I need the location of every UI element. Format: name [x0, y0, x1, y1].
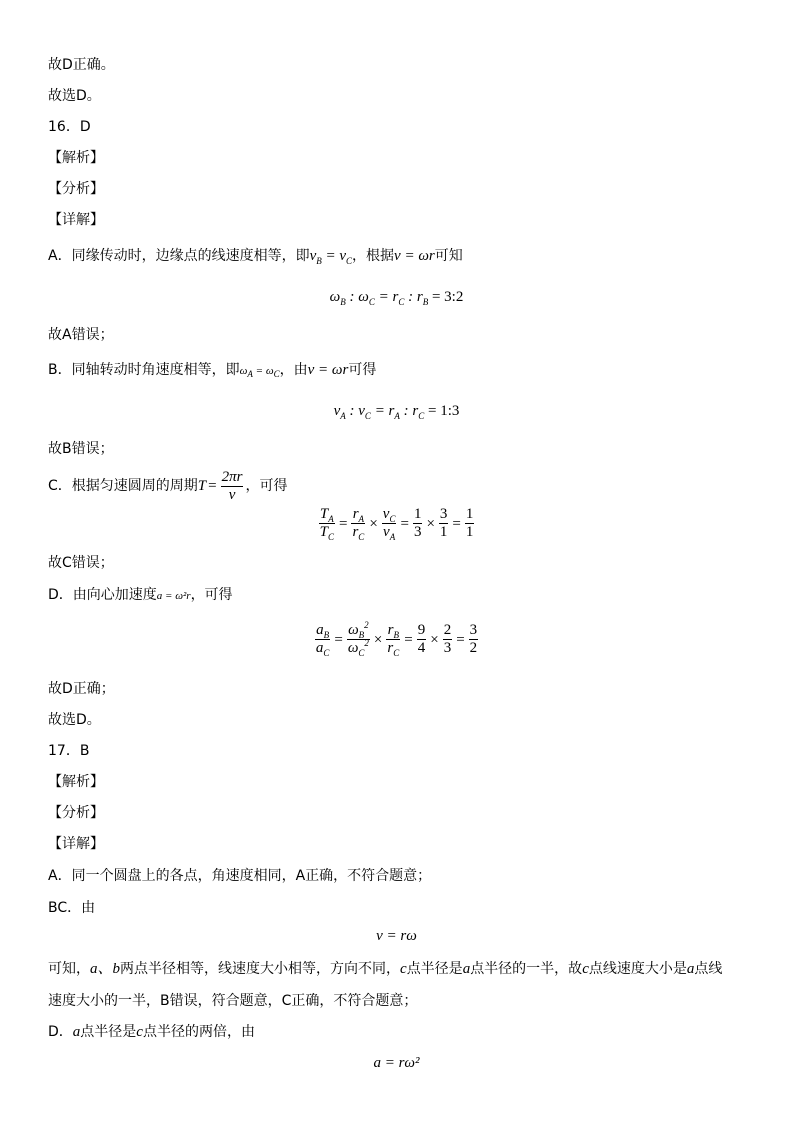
option-bc-17: BC．由 [48, 900, 96, 916]
equation-accel-ratio: $\frac{a_B}{a_C}$ = $\frac{\omega_B^2}{\omega_C^2}$ × $\frac{r_B}{r_C}$ = $\frac{9}{4}$ × $\frac{2}{3}$ = $\frac{3}{2}$ [315, 620, 478, 658]
section-jiexi-17: 【解析】 [48, 774, 104, 790]
line-select-d-16: 故选D。 [48, 712, 101, 728]
option-d-16: D．由向心加速度a = ω²r，可得 [48, 587, 233, 603]
line-d-correct: 故D正确。 [48, 57, 115, 73]
option-d-17: D．a点半径是c点半径的两倍，由 [48, 1024, 255, 1040]
section-fenxi-17: 【分析】 [48, 805, 104, 821]
equation-v-ratio: $v_A$ : $v_C = r_A$ : $r_C$ = 1:3 [333, 403, 460, 421]
option-b-16: B．同轴转动时角速度相等，即$\omega_A = \omega_C$，由v = ωr可得 [48, 362, 377, 380]
equation-period-ratio: $\frac{T_A}{T_C}$ = $\frac{r_A}{r_C}$ × $\frac{v_C}{v_A}$ = $\frac{1}{3}$ × $\frac{3}{1}$ = $\frac{1}{1}$ [319, 506, 474, 542]
equation-omega-ratio: $\omega_B$ : $\omega_C = r_C$ : $r_B$ = 3:2 [329, 289, 464, 307]
line-b-wrong: 故B错误； [48, 441, 114, 457]
question-16-answer: 16．D [48, 119, 91, 135]
line-c-wrong: 故C错误； [48, 555, 114, 571]
line-d-right: 故D正确； [48, 681, 115, 697]
option-c-16: C．根据匀速圆周的周期T = $\frac{2\pi r}{v}$ ，可得 [48, 468, 288, 503]
question-17-answer: 17．B [48, 743, 90, 759]
option-a-17: A．同一个圆盘上的各点，角速度相同，A正确，不符合题意； [48, 868, 432, 884]
line-select-d: 故选D。 [48, 88, 101, 104]
equation-v-r-omega: v = rω [376, 928, 417, 944]
period-fraction: $\frac{2\pi r}{v}$ [221, 468, 243, 503]
section-xiangjie-17: 【详解】 [48, 836, 104, 852]
paragraph-line-2: 速度大小的一半，B错误，符合题意，C正确，不符合题意； [48, 993, 418, 1009]
paragraph-line-1: 可知，a、b两点半径相等，线速度大小相等，方向不同，c点半径是a点半径的一半，故c点线速度大小是a点线 [48, 961, 723, 977]
equation-a-r-omega2: a = rω² [373, 1055, 420, 1071]
line-a-wrong: 故A错误； [48, 327, 114, 343]
section-xiangjie-16: 【详解】 [48, 212, 104, 228]
option-a-16: A．同缘传动时，边缘点的线速度相等，即$v_B = v_C$，根据v = ωr可知 [48, 248, 463, 266]
section-jiexi-16: 【解析】 [48, 150, 104, 166]
section-fenxi-16: 【分析】 [48, 181, 104, 197]
